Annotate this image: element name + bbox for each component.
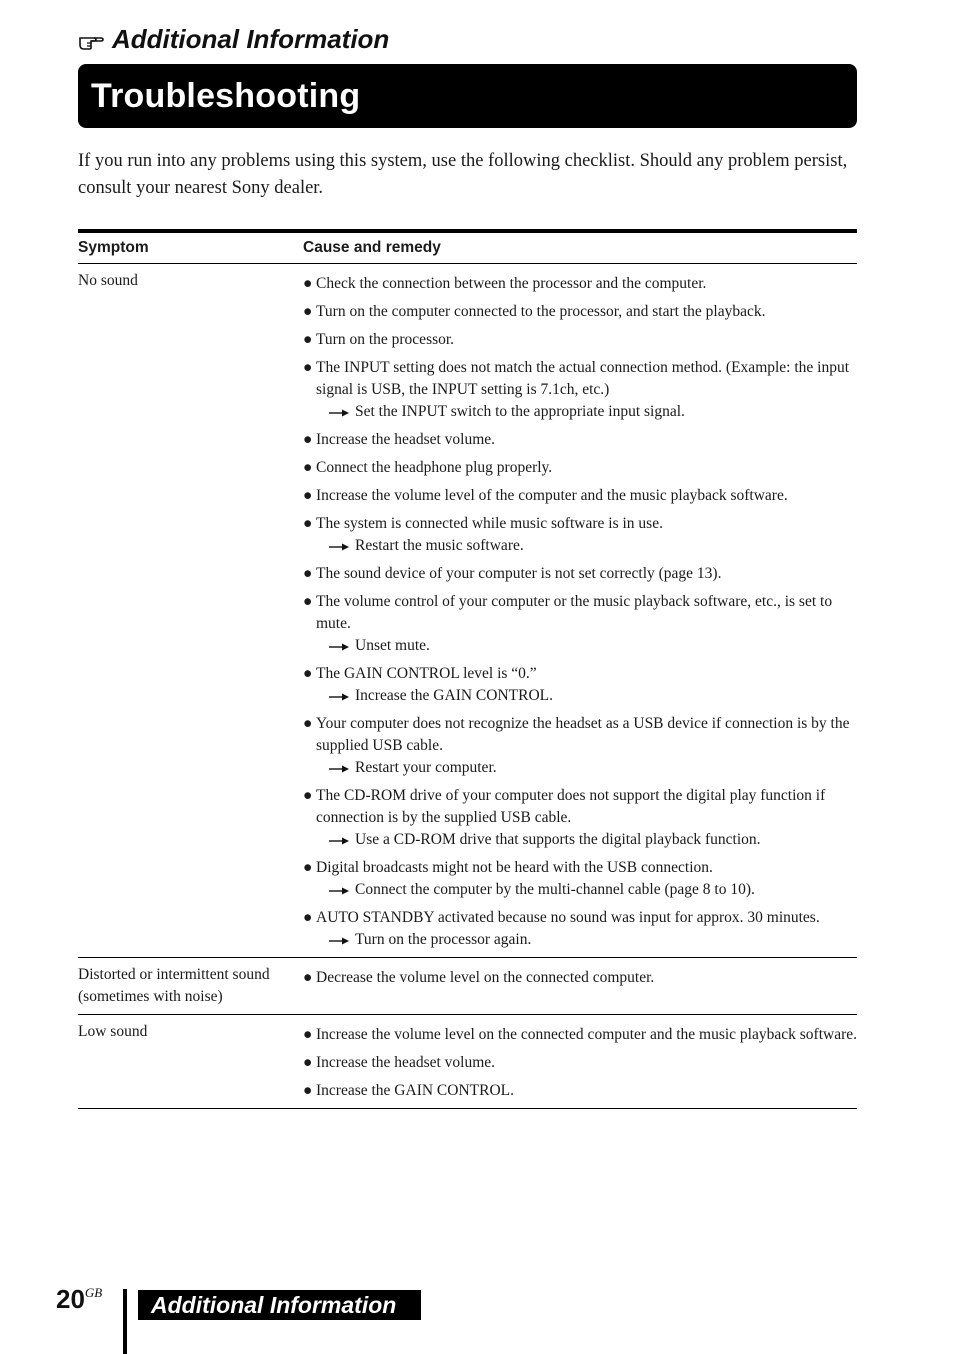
cause-item [303, 273, 857, 295]
cause-text: Decrease the volume level on the connected computer. [316, 969, 655, 986]
cause-item [303, 357, 857, 423]
cause-text: The CD-ROM drive of your computer does not support the digital play function if connection is by the supplied USB cable. [316, 787, 826, 826]
cause-item [303, 1080, 857, 1102]
cause-item [303, 329, 857, 351]
arrow-right-icon [329, 764, 351, 774]
table-body [78, 264, 857, 1109]
cause-text: AUTO STANDBY activated because no sound was input for approx. 30 minutes. [316, 909, 820, 926]
bullet-icon: ● [303, 859, 313, 876]
remedy-text: Increase the GAIN CONTROL. [355, 687, 553, 704]
cause-item [303, 785, 857, 851]
cause-text: Increase the volume level on the connected computer and the music playback software. [316, 1026, 857, 1043]
bullet-icon: ● [303, 1054, 313, 1071]
page-number-suffix: GB [84, 1285, 103, 1300]
bullet-icon: ● [303, 715, 313, 732]
remedy-line [316, 829, 857, 851]
cause-cell [303, 270, 857, 951]
table-header-row [78, 233, 857, 264]
cause-item [303, 485, 857, 507]
cause-text: Increase the headset volume. [316, 431, 496, 448]
remedy-text: Use a CD-ROM drive that supports the digital playback function. [355, 831, 761, 848]
footer-divider [123, 1289, 127, 1354]
cause-text: Turn on the computer connected to the processor, and start the playback. [316, 303, 766, 320]
symptom-column-header: Symptom [78, 239, 149, 256]
bullet-icon: ● [303, 275, 313, 292]
cause-text: Increase the headset volume. [316, 1054, 496, 1071]
troubleshooting-table [78, 229, 857, 1109]
arrow-right-icon [329, 886, 351, 896]
cause-item [303, 513, 857, 557]
cause-text: The volume control of your computer or the music playback software, etc., is set to mute. [316, 593, 833, 632]
cause-item [303, 713, 857, 779]
remedy-line [316, 879, 857, 901]
bullet-icon: ● [303, 515, 313, 532]
cause-text: Your computer does not recognize the headset as a USB device if connection is by the supplied USB cable. [316, 715, 850, 754]
remedy-line [316, 535, 857, 557]
cause-item [303, 1052, 857, 1074]
cause-list [303, 1024, 857, 1102]
arrow-right-icon [329, 408, 351, 418]
cause-item [303, 663, 857, 707]
cause-text: The sound device of your computer is not set correctly (page 13). [316, 565, 722, 582]
cause-item [303, 967, 857, 989]
footer-section-label: Additional Information [138, 1290, 421, 1320]
bullet-icon: ● [303, 565, 313, 582]
table-row [78, 958, 857, 1015]
cause-item [303, 429, 857, 451]
bullet-icon: ● [303, 487, 313, 504]
symptom-cell: Distorted or intermittent sound (sometimes with noise) [78, 966, 270, 1005]
cause-item [303, 563, 857, 585]
cause-text: The GAIN CONTROL level is “0.” [316, 665, 537, 682]
remedy-text: Unset mute. [355, 637, 430, 654]
cause-list [303, 967, 857, 989]
cause-item [303, 907, 857, 951]
remedy-text: Turn on the processor again. [355, 931, 532, 948]
pointing-hand-icon [78, 29, 106, 51]
cause-item [303, 591, 857, 657]
remedy-text: Connect the computer by the multi-channel cable (page 8 to 10). [355, 881, 755, 898]
cause-text: Increase the volume level of the computer and the music playback software. [316, 487, 788, 504]
cause-item [303, 1024, 857, 1046]
bullet-icon: ● [303, 303, 313, 320]
page-title: Troubleshooting [91, 76, 361, 115]
remedy-line [316, 401, 857, 423]
arrow-right-icon [329, 542, 351, 552]
cause-text: The system is connected while music software is in use. [316, 515, 663, 532]
table-row [78, 264, 857, 958]
bullet-icon: ● [303, 1026, 313, 1043]
bullet-icon: ● [303, 909, 313, 926]
cause-text: Increase the GAIN CONTROL. [316, 1082, 514, 1099]
page-number-value: 20 [56, 1284, 85, 1314]
cause-text: The INPUT setting does not match the actual connection method. (Example: the input signal is USB, the INPUT setting is 7.1ch, etc.) [316, 359, 850, 398]
remedy-line [316, 635, 857, 657]
bullet-icon: ● [303, 969, 313, 986]
bullet-icon: ● [303, 665, 313, 682]
bullet-icon: ● [303, 359, 313, 376]
bullet-icon: ● [303, 787, 313, 804]
section-header-label: Additional Information [112, 24, 390, 54]
cause-list [303, 273, 857, 951]
remedy-text: Restart your computer. [355, 759, 497, 776]
cause-item [303, 857, 857, 901]
cause-cell [303, 1021, 857, 1102]
symptom-cell: No sound [78, 272, 138, 289]
bullet-icon: ● [303, 1082, 313, 1099]
bullet-icon: ● [303, 331, 313, 348]
cause-text: Turn on the processor. [316, 331, 455, 348]
section-header [78, 24, 389, 55]
intro-paragraph: If you run into any problems using this system, use the following checklist. Should any problem persist, consult your nearest Sony dealer. [78, 151, 848, 198]
arrow-right-icon [329, 936, 351, 946]
cause-text: Connect the headphone plug properly. [316, 459, 553, 476]
remedy-text: Set the INPUT switch to the appropriate input signal. [355, 403, 685, 420]
bullet-icon: ● [303, 459, 313, 476]
cause-cell [303, 964, 857, 1008]
table-row [78, 1015, 857, 1109]
cause-item [303, 301, 857, 323]
bullet-icon: ● [303, 593, 313, 610]
remedy-line [316, 929, 857, 951]
page-number [56, 1284, 102, 1315]
arrow-right-icon [329, 836, 351, 846]
remedy-line [316, 685, 857, 707]
cause-text: Digital broadcasts might not be heard with the USB connection. [316, 859, 713, 876]
cause-text: Check the connection between the processor and the computer. [316, 275, 707, 292]
remedy-text: Restart the music software. [355, 537, 524, 554]
remedy-line [316, 757, 857, 779]
cause-item [303, 457, 857, 479]
cause-column-header: Cause and remedy [303, 239, 441, 256]
arrow-right-icon [329, 692, 351, 702]
bullet-icon: ● [303, 431, 313, 448]
arrow-right-icon [329, 642, 351, 652]
title-bar [78, 64, 857, 128]
symptom-cell: Low sound [78, 1023, 148, 1040]
